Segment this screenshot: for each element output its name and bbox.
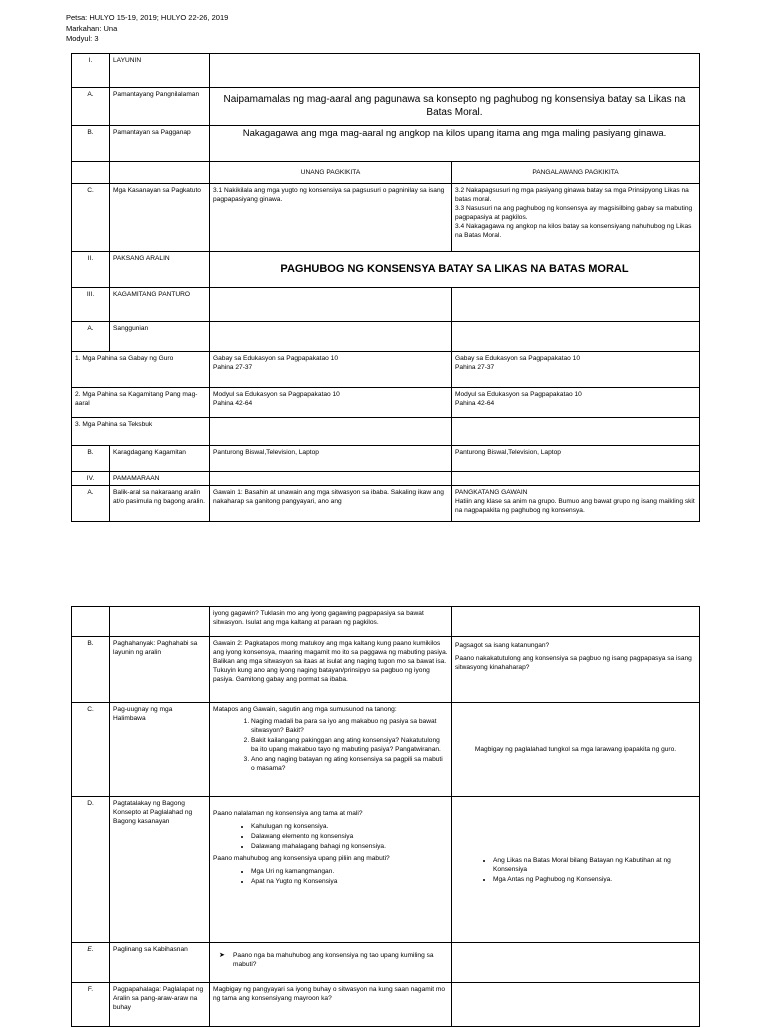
list-item: 3. Ano ang naging batayan ng ating konsensiya sa pagpili sa mabuti o masama? — [251, 755, 448, 773]
pangalawang-pagkikita-header: PANGALAWANG PAGKIKITA — [452, 162, 700, 184]
balik-num: A. — [72, 486, 110, 522]
balik-label: Balik-aral sa nakaraang aralin at/o pasimula ng bagong aralin. — [110, 486, 210, 522]
paghahabi-question: Paano nakakatutulong ang konsensiya sa pagbuo ng isang pagpapasya sa isang sitwasyong kinahaharap? — [455, 655, 692, 671]
list-item: 2. Bakit kailangang pakinggan ang ating konsensiya? Nakatutulong ba ito upang makabuo tayo ng mabuting pasiya? Pangatwiranan. — [251, 736, 448, 754]
paglalapat-num: F. — [72, 983, 110, 1027]
sanggunian-label: Sanggunian — [110, 322, 210, 352]
paksa-title: PAGHUBOG NG KONSENSYA BATAY SA LIKAS NA BATAS MORAL — [210, 252, 700, 288]
pagtalakay-bullets-1 — [213, 822, 448, 851]
list-item: • Dalawang mahalagang bahagi ng konsensiya. — [251, 842, 448, 851]
row-pag-uugnay — [72, 703, 700, 797]
row-kagamitang-pang — [72, 388, 700, 418]
row-pamamaraan — [72, 472, 700, 486]
gabay-pangalawang: Gabay sa Edukasyon sa Pagpapakatao 10 Pahina 27-37 — [452, 352, 700, 388]
list-item: • Mga Antas ng Paghubog ng Konsensiya. — [493, 875, 696, 884]
balik-unang: Gawain 1: Basahin at unawain ang mga sitwasyon sa ibaba. Sakaling ikaw ang nakaharap sa ganitong pangyayari, ano ang — [210, 486, 452, 522]
row-pamantayang — [72, 88, 700, 126]
pangkatang-gawain-title: PANGKATANG GAWAIN — [455, 489, 528, 496]
row-kabihasaan — [72, 943, 700, 983]
list-item: • Ang Likas na Batas Moral bilang Batayan ng Kabutihan at ng Konsensiya — [493, 856, 696, 874]
paksa-label: PAKSANG ARALIN — [110, 252, 210, 288]
pagtalakay-label: Pagtatalakay ng Bagong Konsepto at Paglalahad ng Bagong kasanayan — [110, 797, 210, 943]
pagtalakay-question-1: Paano nalalaman ng konsensiya ang tama at mali? — [213, 810, 363, 817]
paghahabi-num: B. — [72, 637, 110, 703]
row-kagamitan — [72, 288, 700, 322]
kagamitan-label: KAGAMITANG PANTURO — [110, 288, 210, 322]
list-item: • Apat na Yugto ng Konsensiya — [251, 877, 448, 886]
pag-uugnay-questions — [213, 717, 448, 773]
markahan-line: Markahan: Una — [66, 23, 118, 33]
karagdagang-unang: Panturong Biswal,Television, Laptop — [210, 446, 452, 472]
paksa-num: II. — [72, 252, 110, 288]
gabay-unang: Gabay sa Edukasyon sa Pagpapakatao 10 Pahina 27-37 — [210, 352, 452, 388]
row-karagdagang — [72, 446, 700, 472]
kagamitan-num: III. — [72, 288, 110, 322]
row-paganap — [72, 126, 700, 162]
pagtalakay-num: D. — [72, 797, 110, 943]
balik-pangalawang — [452, 486, 700, 522]
paghahabi-unang: Gawain 2: Pagkatapos mong matukoy ang mga kaltang kung paano kumikilos ang iyong konsensya, maaring magamit mo ito sa paggawa ng mabuting pasiya. Balikan ang mga sitwasyon sa itaas at isulat ang naging tugon mo sa bawat isa. Tukuyin kung ano ang iyong naging batayan/prinsipyo sa pagbuo ng iyong pasiya. Gamitong gabay ang pormat sa ibaba. — [210, 637, 452, 703]
list-item: • Dalawang elemento ng konsensiya — [251, 832, 448, 841]
pagtalakay-question-2: Paano mahuhubog ang konsensiya upang piliin ang mabuti? — [213, 855, 390, 862]
row-paghahabi — [72, 637, 700, 703]
list-item: • Kahulugan ng konsensiya. — [251, 822, 448, 831]
row-paksa — [72, 252, 700, 288]
pamantayang-num: A. — [72, 88, 110, 126]
kagamitang-pang-pangalawang: Modyul sa Edukasyon sa Pagpapakatao 10 Pahina 42-64 — [452, 388, 700, 418]
paganap-label: Pamantayan sa Pagganap — [110, 126, 210, 162]
layunin-label: LAYUNIN — [110, 54, 210, 88]
row-gabay — [72, 352, 700, 388]
kasanayan-num: C. — [72, 184, 110, 252]
paglalapat-label: Pagpapahalaga: Paglalapat ng Aralin sa pang-araw-araw na buhay — [110, 983, 210, 1027]
pag-uugnay-intro: Matapos ang Gawain, sagutin ang mga sumusunod na tanong: — [213, 706, 397, 713]
kabihasaan-unang — [210, 943, 452, 983]
pamantayang-text: Naipamamalas ng mag-aaral ang pagunawa sa konsepto ng paghubog ng konsensiya batay sa Likas na Batas Moral. — [210, 88, 700, 126]
karagdagang-label: Karagdagang Kagamitan — [110, 446, 210, 472]
pagtalakay-bullets-2 — [213, 867, 448, 886]
paghahabi-label: Paghahanyak: Paghahabi sa layunin ng aralin — [110, 637, 210, 703]
karagdagang-pangalawang: Panturong Biswal,Television, Laptop — [452, 446, 700, 472]
pag-uugnay-unang — [210, 703, 452, 797]
pagtalakay-pangalawang — [452, 797, 700, 943]
row-pagtalakay — [72, 797, 700, 943]
pamantayang-label: Pamantayang Pangnilalaman — [110, 88, 210, 126]
kabihasaan-list — [213, 951, 448, 969]
list-item: • Mga Uri ng kamangmangan. — [251, 867, 448, 876]
kagamitang-pang-unang: Modyul sa Edukasyon sa Pagpapakatao 10 Pahina 42-64 — [210, 388, 452, 418]
lesson-plan-table-page2 — [71, 606, 700, 1027]
document-header — [66, 13, 228, 45]
layunin-num: I. — [72, 54, 110, 88]
kagamitang-pang-label: 2. Mga Pahina sa Kagamitang Pang mag-aaral — [72, 388, 210, 418]
paganap-text: Nakagagawa ang mga mag-aaral ng angkop na kilos upang itama ang mga maling pasiyang ginawa. — [210, 126, 700, 162]
lesson-plan-table-page1 — [71, 53, 700, 522]
pag-uugnay-num: C. — [72, 703, 110, 797]
kasanayan-label: Mga Kasanayan sa Pagkatuto — [110, 184, 210, 252]
unang-pagkikita-header: UNANG PAGKIKITA — [210, 162, 452, 184]
pagtalakay-unang — [210, 797, 452, 943]
paglalapat-unang: Magbigay ng pangyayari sa iyong buhay o sitwasyon na kung saan nagamit mo ng tama ang konsensiyang mayroon ka? — [210, 983, 452, 1027]
kasanayan-pangalawang: 3.2 Nakapagsusuri ng mga pasiyang ginawa batay sa mga Prinsipyong Likas na batas moral. 3.3 Nasusuri na ang paghubog ng konsensya ay magsisilbing gabay sa mabuting pagpapasiya at pagkilos. 3.4 Nakagagawa ng angkop na kilos batay sa konsensiyang nahuhubog ng Likas na Batas Moral. — [452, 184, 700, 252]
pag-uugnay-pangalawang: Magbigay ng paglalahad tungkol sa mga larawang ipapakita ng guro. — [452, 703, 700, 797]
row-paglalapat — [72, 983, 700, 1027]
row-col-headers — [72, 162, 700, 184]
paganap-num: B. — [72, 126, 110, 162]
kasanayan-unang: 3.1 Nakikilala ang mga yugto ng konsensiya sa pagsusuri o pagninilay sa isang pagpapasiyang ginawa. — [210, 184, 452, 252]
karagdagang-num: B. — [72, 446, 110, 472]
row-sanggunian — [72, 322, 700, 352]
paghahabi-pangalawang — [452, 637, 700, 703]
gabay-label: 1. Mga Pahina sa Gabay ng Guro — [72, 352, 210, 388]
list-item: 1. Naging madali ba para sa iyo ang makabuo ng pasiya sa bawat sitwasyon? Bakit? — [251, 717, 448, 735]
pamamaraan-num: IV. — [72, 472, 110, 486]
continuation-unang: iyong gagawin? Tuklasin mo ang iyong gagawing pagpapasiya sa bawat sitwasyon. Isulat ang mga kaltang at paraan ng pagkilos. — [210, 607, 452, 637]
row-kasanayan — [72, 184, 700, 252]
modyul-line: Modyul: 3 — [66, 34, 99, 43]
list-item: ➤ Paano nga ba mahuhubog ang konsensiya ng tao upang kumiling sa mabuti? — [233, 951, 448, 969]
kabihasaan-num: E. — [72, 943, 110, 983]
pag-uugnay-label: Pag-uugnay ng mga Halimbawa — [110, 703, 210, 797]
sanggunian-num: A. — [72, 322, 110, 352]
row-balik-aral — [72, 486, 700, 522]
row-layunin — [72, 54, 700, 88]
petsa-line: Petsa: HULYO 15-19, 2019; HULYO 22-26, 2019 — [66, 13, 229, 22]
row-continuation — [72, 607, 700, 637]
row-teksbuk — [72, 418, 700, 446]
pangkatang-gawain-text: Hatiin ang klase sa anim na grupo. Bumuo ang bawat grupo ng isang maikling skit na nagpapakita ng paghubog ng konsensya. — [455, 498, 695, 514]
paghahabi-question-title: Pagsagot sa isang katanungan? — [455, 642, 550, 649]
pagtalakay-pangalawang-bullets — [455, 856, 696, 884]
kabihasaan-label: Paglinang sa Kabihasnan — [110, 943, 210, 983]
pamamaraan-label: PAMAMARAAN — [110, 472, 210, 486]
teksbuk-label: 3. Mga Pahina sa Teksbuk — [72, 418, 210, 446]
